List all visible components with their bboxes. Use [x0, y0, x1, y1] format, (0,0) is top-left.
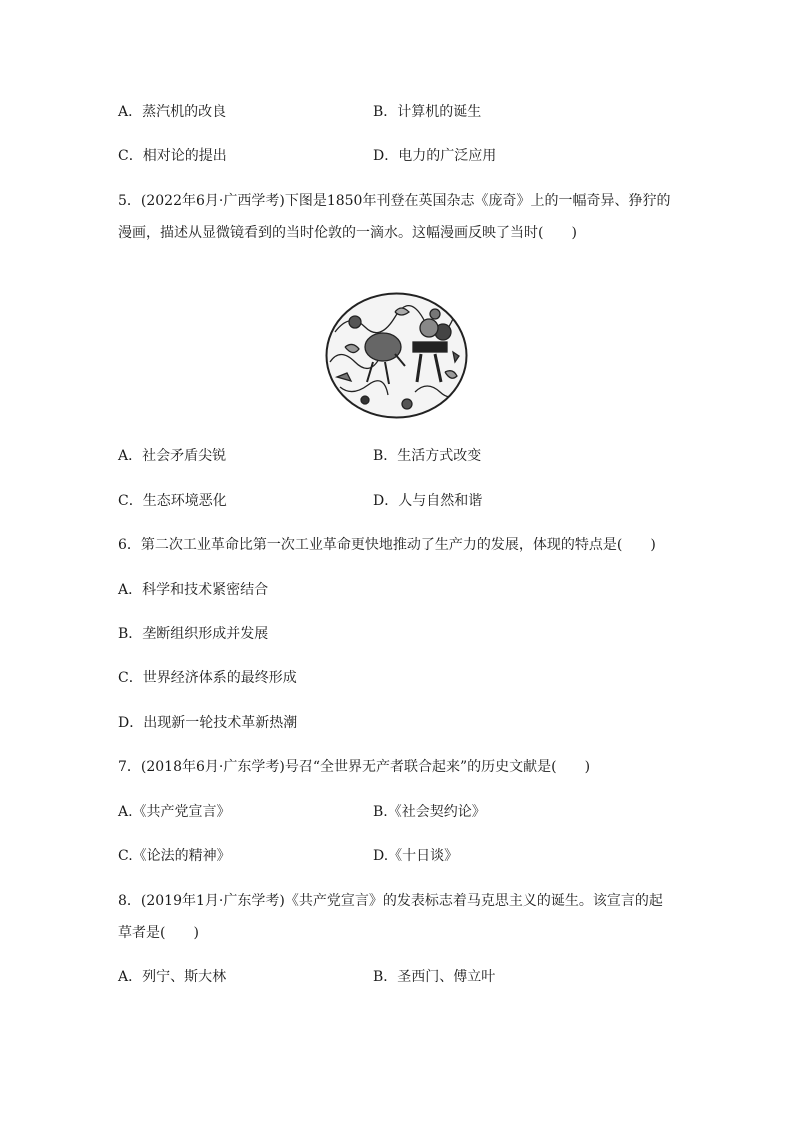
q6-stem: 6．第二次工业革命比第一次工业革命更快地推动了生产力的发展，体现的特点是( ) [118, 537, 656, 553]
q7-option-a: A.《共产党宣言》 [118, 804, 231, 820]
q5-stem-line1: 5．(2022年6月·广西学考)下图是1850年刊登在英国杂志《庞奇》上的一幅奇异、狰狞的 [118, 193, 671, 209]
q5-option-d: D．人与自然和谐 [373, 493, 483, 509]
q6-option-a: A．科学和技术紧密结合 [118, 582, 269, 598]
q6-option-c: C．世界经济体系的最终形成 [118, 670, 297, 686]
q8-stem-line2: 草者是( ) [118, 925, 199, 941]
q6-option-b: B．垄断组织形成并发展 [118, 626, 269, 642]
q8-option-b: B．圣西门、傅立叶 [373, 969, 496, 985]
cartoon-drop-of-water-illustration [325, 292, 468, 419]
q5-stem-line2: 漫画，描述从显微镜看到的当时伦敦的一滴水。这幅漫画反映了当时( ) [118, 225, 577, 241]
q7-option-d: D.《十日谈》 [373, 848, 459, 864]
q8-option-a: A．列宁、斯大林 [118, 969, 227, 985]
q8-stem-line1: 8．(2019年1月·广东学考)《共产党宣言》的发表标志着马克思主义的诞生。该宣言的起 [118, 893, 663, 909]
q7-option-b: B.《社会契约论》 [373, 804, 486, 820]
q5-option-a: A．社会矛盾尖锐 [118, 448, 227, 464]
q7-option-c: C.《论法的精神》 [118, 848, 231, 864]
q4-option-b: B．计算机的诞生 [373, 104, 482, 120]
q4-option-c: C．相对论的提出 [118, 148, 227, 164]
q5-option-b: B．生活方式改变 [373, 448, 482, 464]
q6-option-d: D．出现新一轮技术革新热潮 [118, 715, 298, 731]
q4-option-d: D．电力的广泛应用 [373, 148, 497, 164]
q4-option-a: A．蒸汽机的改良 [118, 104, 227, 120]
q7-stem: 7．(2018年6月·广东学考)号召“全世界无产者联合起来”的历史文献是( ) [118, 759, 591, 775]
q5-option-c: C．生态环境恶化 [118, 493, 227, 509]
